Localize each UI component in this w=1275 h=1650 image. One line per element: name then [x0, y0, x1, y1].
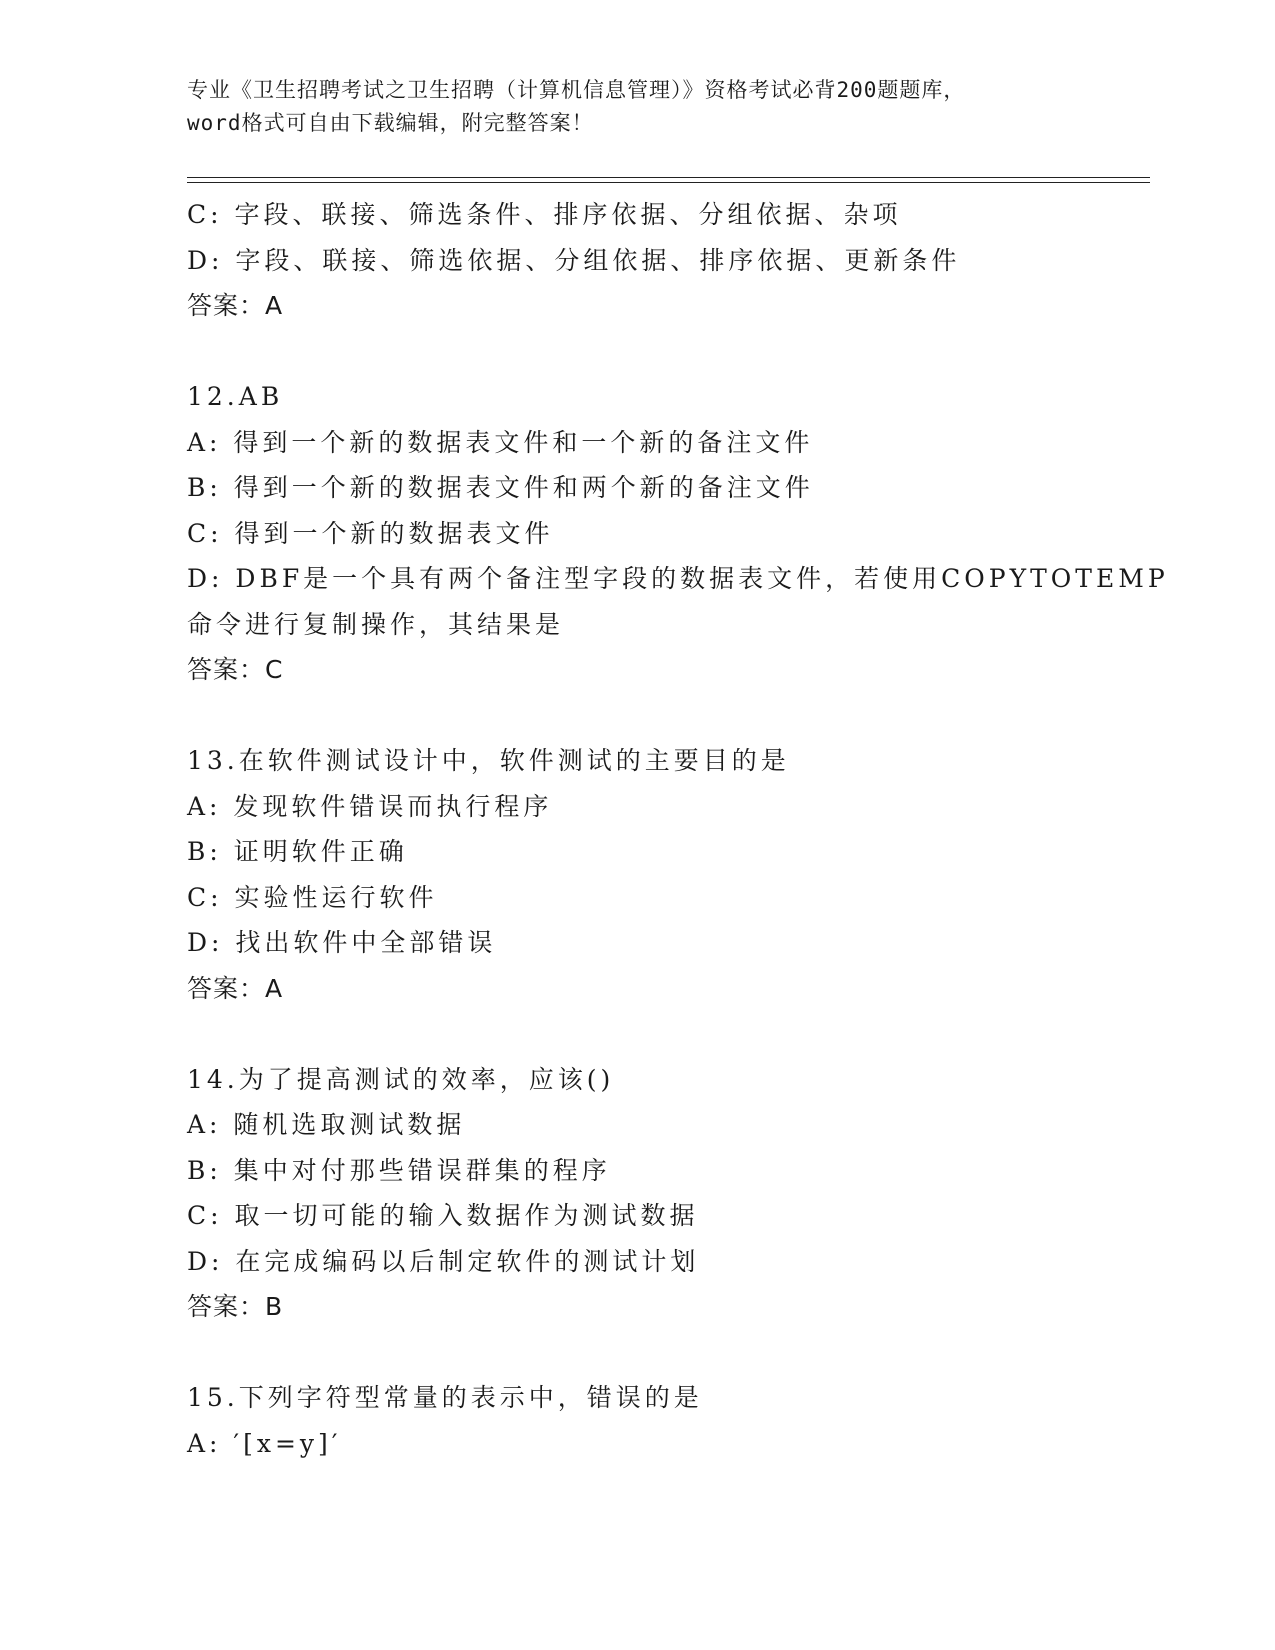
answer-line: 答案：A — [187, 973, 284, 1003]
question-title: 15.下列字符型常量的表示中，错误的是 — [187, 1383, 703, 1412]
answer-line: 答案：C — [187, 655, 284, 684]
question-list — [187, 192, 1169, 1466]
question-block — [187, 1375, 1137, 1466]
block-spacer — [187, 693, 1137, 739]
header-line-1: 专业《卫生招聘考试之卫生招聘（计算机信息管理）》资格考试必背200题题库， — [187, 78, 966, 102]
option-a: A: 发现软件错误而执行程序 — [187, 791, 553, 821]
option-a: A: ′[x=y]′ — [187, 1428, 342, 1458]
question-title: 12.AB — [187, 382, 284, 411]
option-b: B: 集中对付那些错误群集的程序 — [187, 1155, 611, 1185]
option-d: D: 在完成编码以后制定软件的测试计划 — [187, 1246, 700, 1276]
document-header — [187, 74, 1087, 140]
option-c: C: 字段、联接、筛选条件、排序依据、分组依据、杂项 — [187, 200, 902, 229]
header-divider-bottom — [187, 182, 1150, 183]
answer-line: 答案：B — [187, 1292, 284, 1321]
block-spacer — [187, 329, 1137, 375]
question-title: 14.为了提高测试的效率，应该() — [187, 1064, 615, 1094]
question-block — [187, 192, 1137, 329]
option-b: B: 证明软件正确 — [187, 837, 408, 866]
option-c: C: 取一切可能的输入数据作为测试数据 — [187, 1201, 699, 1230]
option-a: A: 得到一个新的数据表文件和一个新的备注文件 — [187, 427, 814, 457]
block-spacer — [187, 1330, 1137, 1376]
option-c: C: 得到一个新的数据表文件 — [187, 518, 554, 548]
option-d: D: 字段、联接、筛选依据、分组依据、排序依据、更新条件 — [187, 245, 961, 275]
question-title: 13.在软件测试设计中，软件测试的主要目的是 — [187, 746, 790, 775]
option-b: B: 得到一个新的数据表文件和两个新的备注文件 — [187, 473, 814, 502]
option-d-continued: 命令进行复制操作，其结果是 — [187, 609, 565, 639]
option-a: A: 随机选取测试数据 — [187, 1110, 466, 1139]
header-line-2: word格式可自由下载编辑，附完整答案！ — [187, 111, 594, 135]
question-block — [187, 374, 1169, 693]
question-block — [187, 1057, 1137, 1330]
header-divider-top — [187, 177, 1150, 178]
option-d: D: DBF是一个具有两个备注型字段的数据表文件，若使用COPYTOTEMP — [187, 564, 1169, 593]
answer-line: 答案：A — [187, 291, 284, 320]
block-spacer — [187, 1011, 1137, 1057]
option-d: D: 找出软件中全部错误 — [187, 928, 497, 957]
question-block — [187, 738, 1137, 1011]
option-c: C: 实验性运行软件 — [187, 882, 438, 912]
